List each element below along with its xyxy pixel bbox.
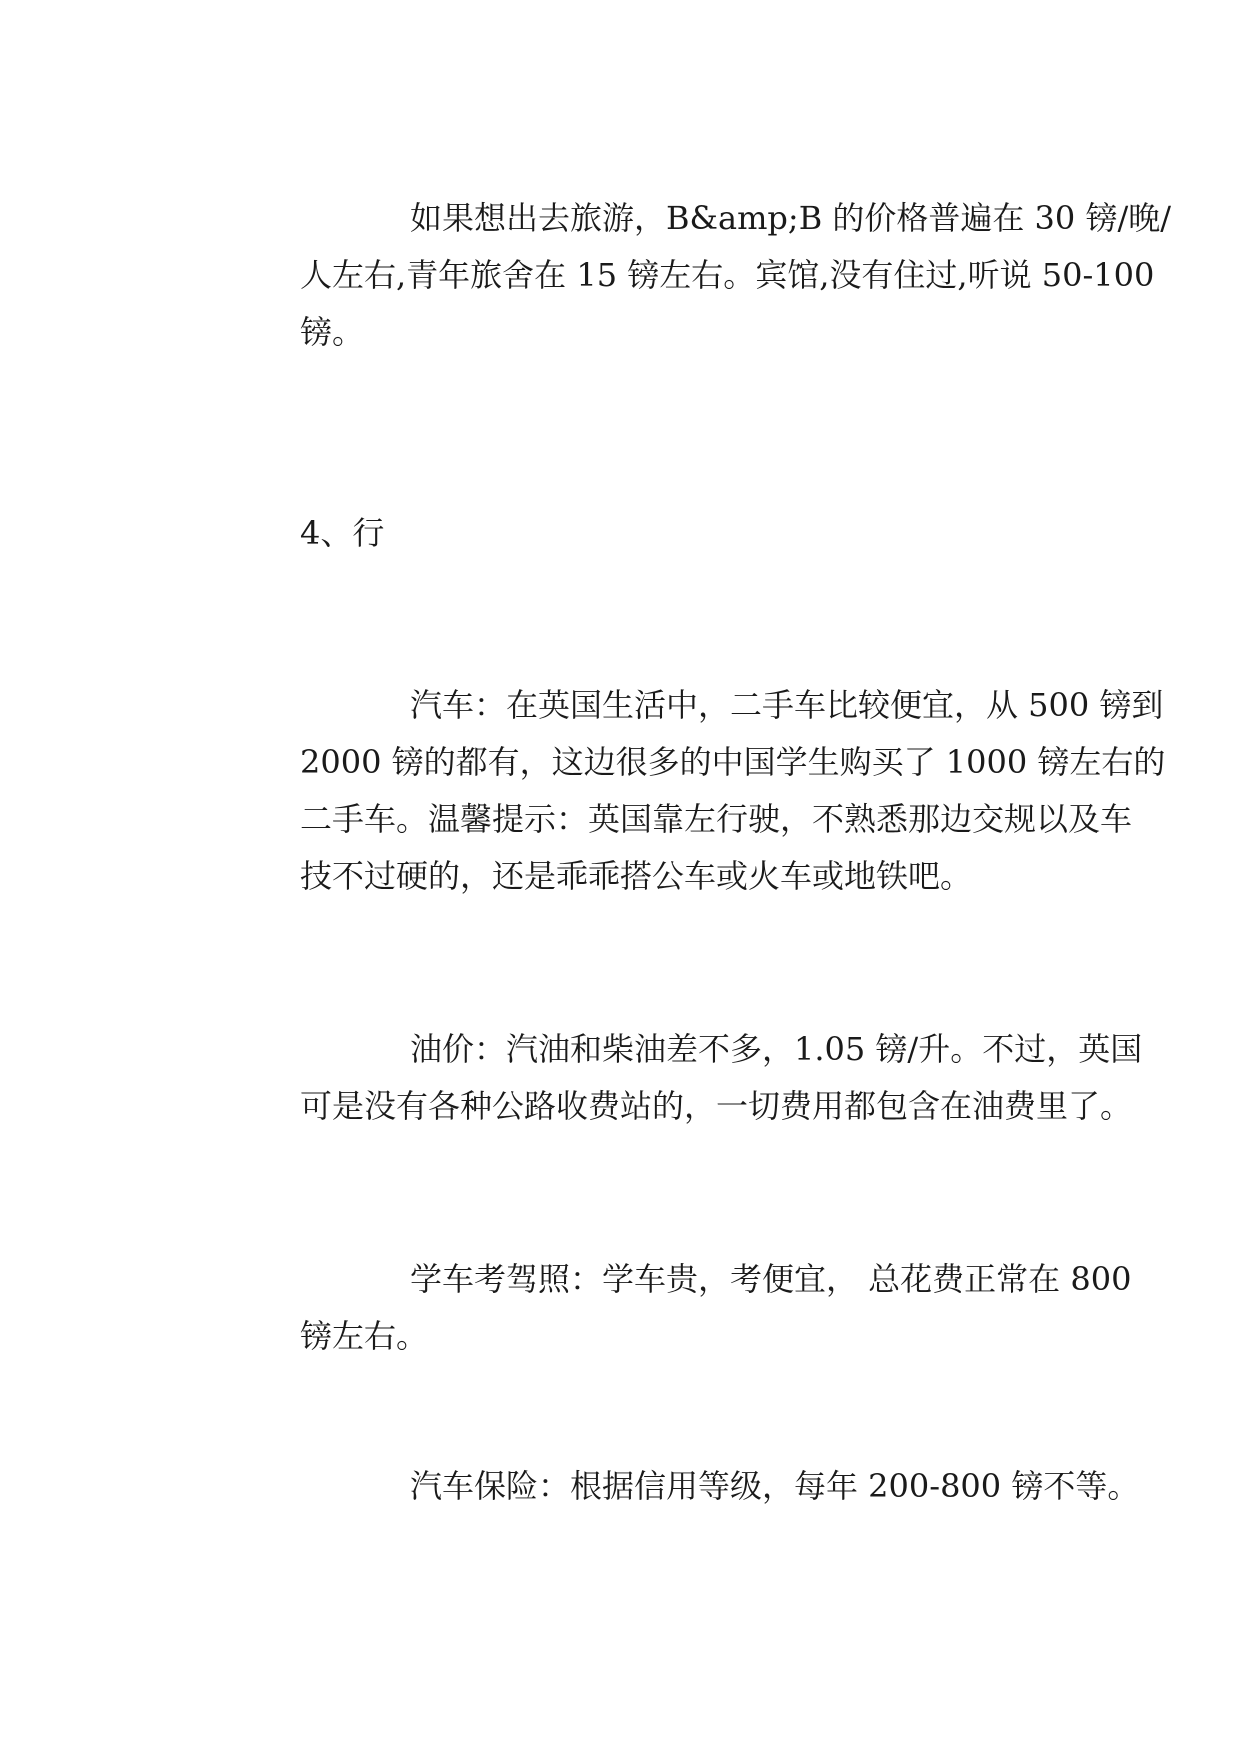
section-heading xyxy=(300,505,384,562)
text-line: 汽车保险：根据信用等级，每年 200-800 镑不等。 xyxy=(410,1467,1140,1505)
text-line: 如果想出去旅游，B&amp;B 的价格普遍在 30 镑/晚/ xyxy=(410,199,1172,237)
text-line: 2000 镑的都有，这边很多的中国学生购买了 1000 镑左右的 xyxy=(300,743,1166,781)
text-line: 油价：汽油和柴油差不多，1.05 镑/升。不过，英国 xyxy=(410,1030,1143,1068)
text-line: 镑左右。 xyxy=(300,1317,429,1355)
paragraph-accommodation xyxy=(190,190,1172,361)
paragraph-car xyxy=(190,677,1166,905)
text-line: 镑。 xyxy=(300,313,365,351)
text-line: 二手车。温馨提示：英国靠左行驶，不熟悉那边交规以及车 xyxy=(300,800,1133,838)
paragraph-fuel xyxy=(190,1021,1143,1135)
heading-text: 4、行 xyxy=(300,514,385,552)
text-line: 人左右,青年旅舍在 15 镑左右。宾馆,没有住过,听说 50-100 xyxy=(300,256,1155,294)
text-line: 技不过硬的，还是乖乖搭公车或火车或地铁吧。 xyxy=(300,857,973,895)
paragraph-insurance xyxy=(190,1458,1140,1515)
text-line: 可是没有各种公路收费站的，一切费用都包含在油费里了。 xyxy=(300,1087,1133,1125)
paragraph-driving-license xyxy=(190,1251,1132,1365)
text-line: 学车考驾照：学车贵，考便宜， 总花费正常在 800 xyxy=(410,1260,1132,1298)
text-line: 汽车：在英国生活中，二手车比较便宜，从 500 镑到 xyxy=(410,686,1164,724)
